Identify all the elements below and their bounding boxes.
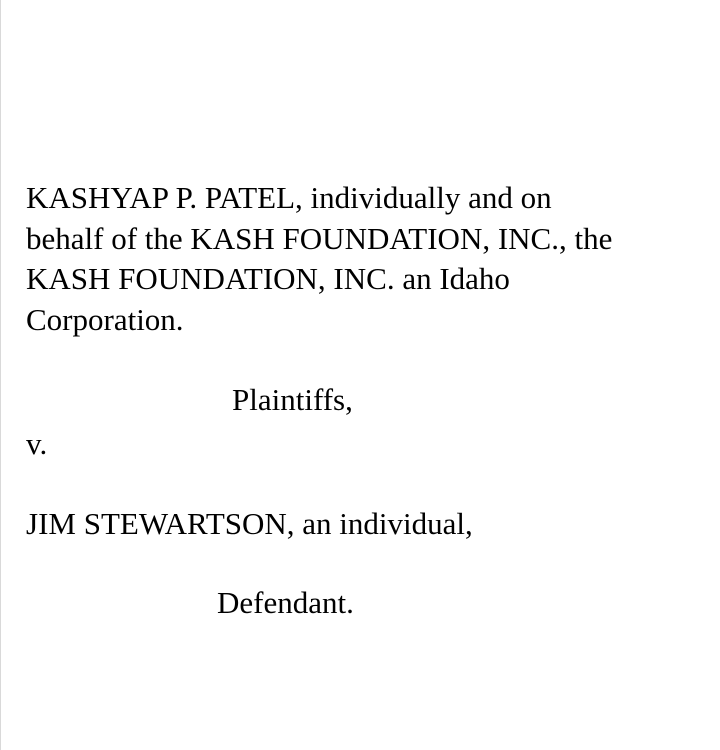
versus-label: v. xyxy=(26,426,48,461)
plaintiffs-role-label: Plaintiffs, xyxy=(232,382,353,417)
defendant-name: JIM STEWARTSON, an individual, xyxy=(26,506,473,541)
plaintiff-line: Corporation. xyxy=(26,301,184,337)
plaintiff-caption xyxy=(26,178,706,340)
plaintiff-line: behalf of the KASH FOUNDATION, INC., the xyxy=(26,220,613,256)
defendant-role-label: Defendant. xyxy=(217,585,354,620)
plaintiff-line: KASHYAP P. PATEL, individually and on xyxy=(26,180,552,215)
plaintiff-line: KASH FOUNDATION, INC. an Idaho xyxy=(26,261,510,296)
